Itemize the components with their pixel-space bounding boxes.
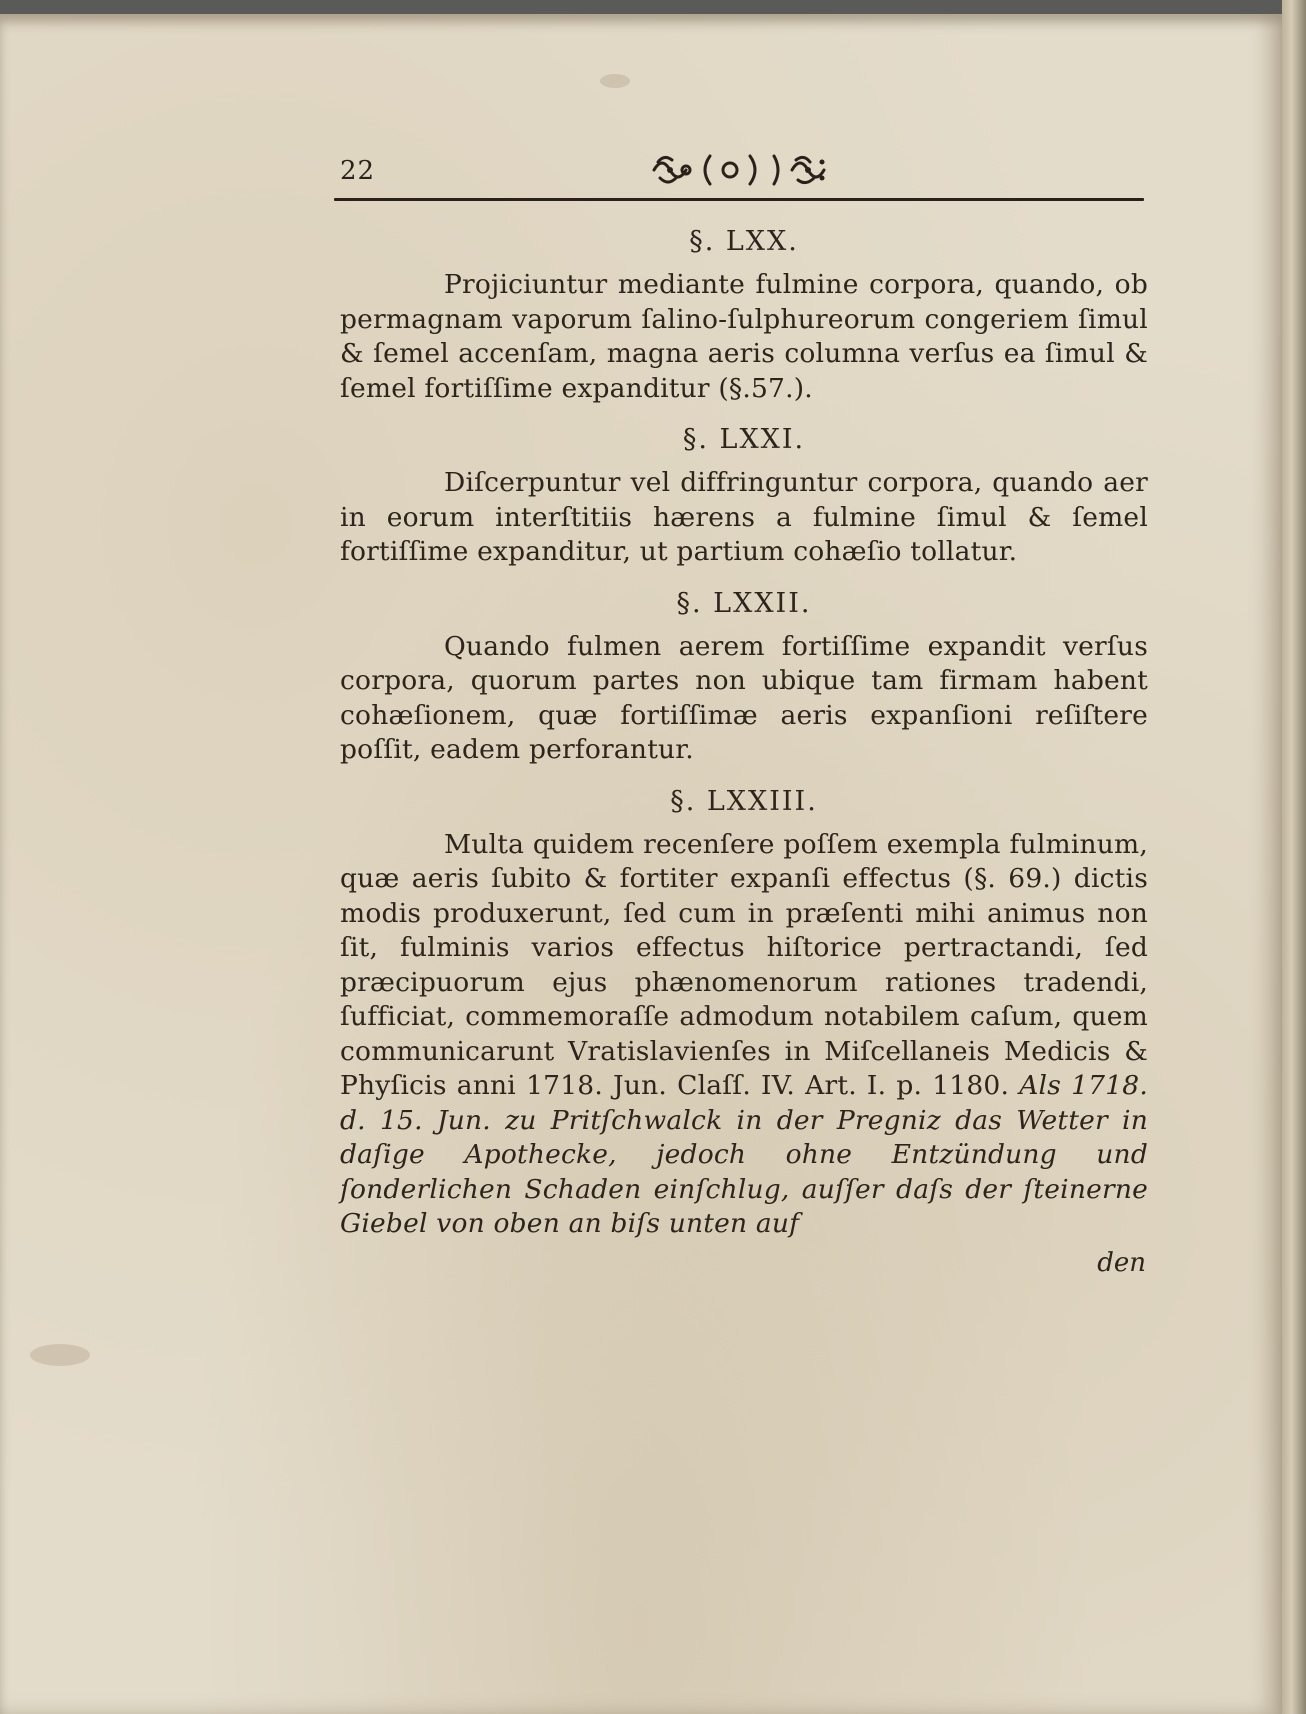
section-heading: §. LXX. [689, 226, 799, 257]
section-heading: §. LXXIII. [670, 785, 818, 817]
section-lxx [340, 222, 1148, 406]
page-edge [1282, 0, 1306, 1714]
section-paragraph [340, 828, 1148, 1242]
section-lxxii [340, 584, 1148, 768]
section-lxxiii [340, 782, 1148, 1242]
ornament-icon [646, 148, 836, 188]
section-lxxi [340, 420, 1148, 570]
section-heading: §. LXXI. [682, 424, 806, 455]
paper-stain [30, 1344, 90, 1366]
section-heading: §. LXXII. [676, 587, 812, 619]
paper-stain [600, 74, 630, 88]
header-rule [334, 198, 1144, 201]
paragraph-german-quote: Als 1718. d. 15. Jun. zu Pritſchwalck in der Pregniz das Wetter in daſige Apothecke, jedoch ohne Entzündung und ſonderlichen Schaden einſchlug, auſſer daſs der ſteinerne Giebel von oben an biſs unten auf [340, 1070, 1148, 1239]
section-paragraph: Quando fulmen aerem fortiſſime expandit verſus corpora, quorum partes non ubique tam firmam habent cohæſionem, quæ fortiſſimæ aeris expanſioni reſiſtere poſſit, eadem perforantur. [340, 630, 1148, 765]
paragraph-latin-text: Multa quidem recenſere poſſem exempla fulminum, quæ aeris ſubito & fortiter expanſi effectus (§. 69.) dictis modis produxerunt, ſed cum in præſenti mihi animus non ſit, fulminis varios effectus hiſtorice pertractandi, ſed præcipuorum ejus phænomenorum rationes tradendi, ſufficiat, commemoraſſe admodum notabilem caſum, quem communicarunt Vratislavienſes in Miſcellaneis Medicis & Phyſicis anni 1718. Jun. Claſſ. IV. Art. I. p. 1180. [340, 828, 1148, 1101]
catchword: den [1097, 1247, 1146, 1278]
page-number: 22 [340, 156, 376, 186]
section-paragraph: Diſcerpuntur vel diffringuntur corpora, quando aer in eorum interſtitiis hærens a fulmine ſimul & ſemel fortiſſime expanditur, ut partium cohæſio tollatur. [340, 467, 1148, 567]
page-header [340, 148, 1146, 192]
section-paragraph: Projiciuntur mediante fulmine corpora, quando, ob permagnam vaporum ſalino-ſulphureorum congeriem ſimul & ſemel accenſam, magna aeris columna verſus ea ſimul & ſemel fortiſſime expanditur (§.57.). [340, 269, 1148, 404]
page-body [340, 222, 1148, 1278]
